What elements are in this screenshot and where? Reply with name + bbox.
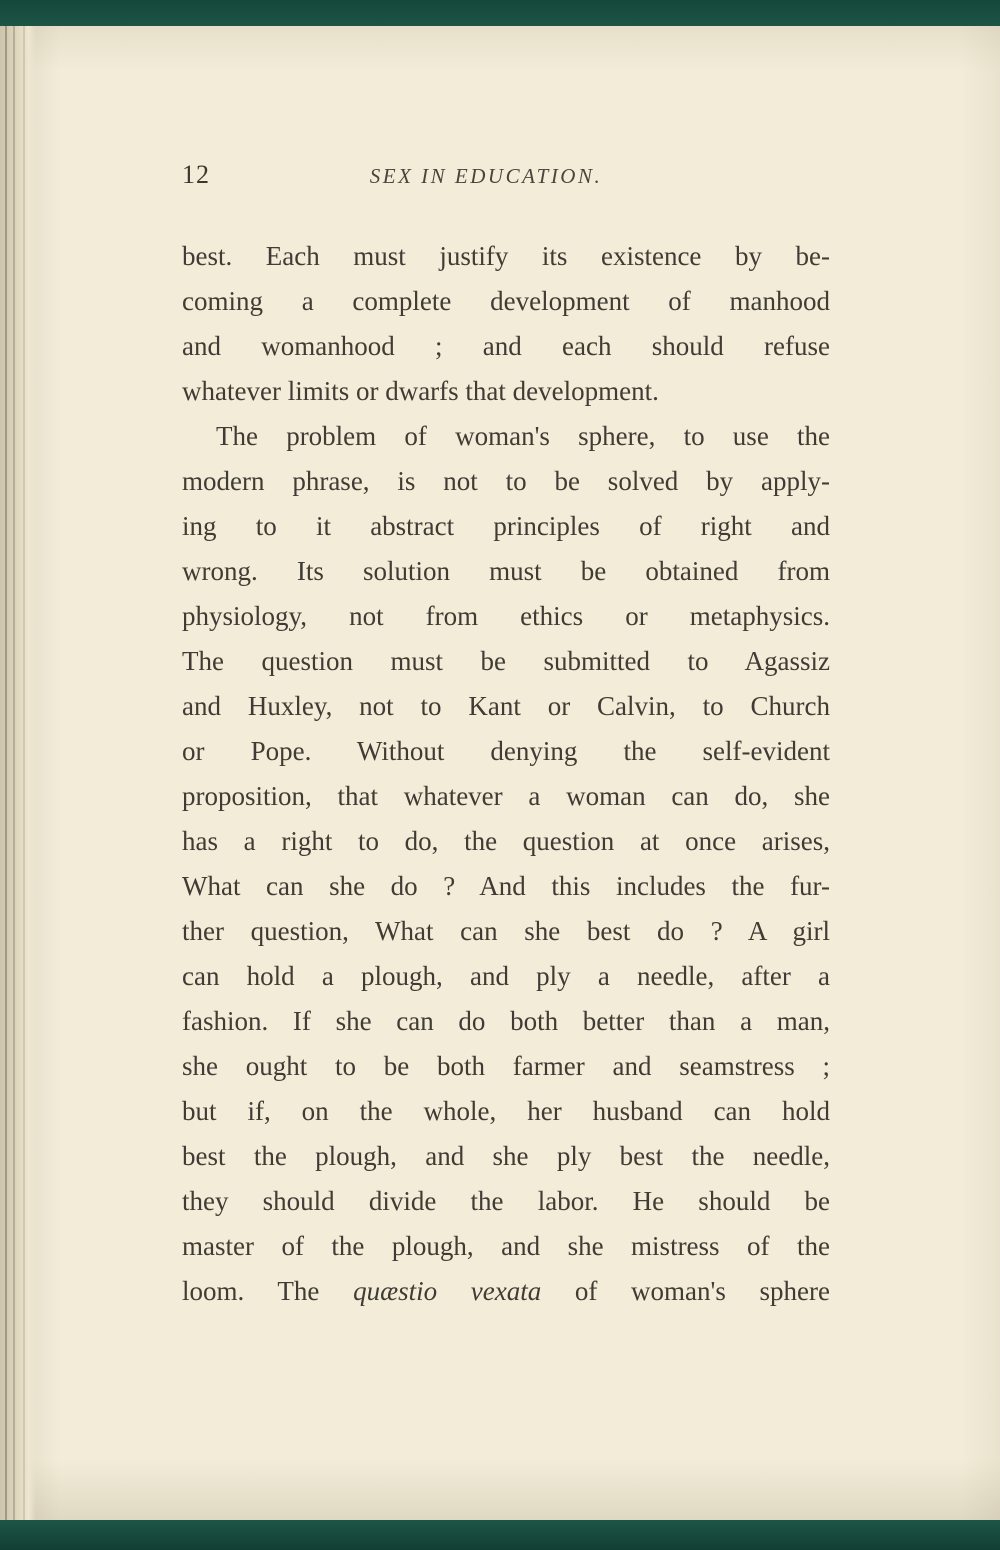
text-block <box>182 158 830 1314</box>
text-line <box>182 1044 830 1089</box>
paragraph <box>182 234 830 414</box>
text-line <box>182 1269 830 1314</box>
text-segment: ther question, What can she best do ? A girl <box>182 916 830 946</box>
text-segment: master of the plough, and she mistress of the <box>182 1231 830 1261</box>
book-cover-bottom-edge <box>0 1520 1000 1550</box>
text-line <box>182 459 830 504</box>
text-segment: modern phrase, is not to be solved by apply- <box>182 466 830 496</box>
page-header-row <box>182 158 830 200</box>
text-line <box>182 414 830 459</box>
text-line <box>182 1224 830 1269</box>
text-segment: wrong. Its solution must be obtained from <box>182 556 830 586</box>
text-segment: can hold a plough, and ply a needle, after a <box>182 961 830 991</box>
gutter-crease-line <box>5 26 7 1520</box>
page-gutter <box>0 26 36 1520</box>
text-segment: they should divide the labor. He should be <box>182 1186 830 1216</box>
text-segment: The problem of woman's sphere, to use the <box>216 421 830 451</box>
book-cover-top-edge <box>0 0 1000 26</box>
text-line <box>182 909 830 954</box>
text-line <box>182 279 830 324</box>
running-header: SEX IN EDUCATION. <box>369 164 603 188</box>
text-line <box>182 549 830 594</box>
gutter-crease-line <box>23 26 25 1520</box>
gutter-crease-line <box>13 26 15 1520</box>
text-line <box>182 999 830 1044</box>
text-segment: What can she do ? And this includes the fur- <box>182 871 830 901</box>
text-segment: best the plough, and she ply best the needle, <box>182 1141 830 1171</box>
text-line <box>182 639 830 684</box>
paragraph <box>182 414 830 1314</box>
text-line <box>182 1134 830 1179</box>
text-segment: has a right to do, the question at once arises, <box>182 826 830 856</box>
text-line <box>182 504 830 549</box>
text-line <box>182 774 830 819</box>
text-line <box>182 864 830 909</box>
text-line <box>182 324 830 369</box>
text-segment: coming a complete development of manhood <box>182 286 830 316</box>
text-segment: but if, on the whole, her husband can hold <box>182 1096 830 1126</box>
text-segment: of woman's sphere <box>541 1276 830 1306</box>
text-segment: best. Each must justify its existence by be- <box>182 241 830 271</box>
text-line <box>182 369 830 414</box>
text-line <box>182 594 830 639</box>
italic-text-segment: quæstio vexata <box>353 1276 542 1306</box>
text-segment: and womanhood ; and each should refuse <box>182 331 830 361</box>
text-line <box>182 234 830 279</box>
text-segment: ing to it abstract principles of right and <box>182 511 830 541</box>
text-segment: physiology, not from ethics or metaphysics. <box>182 601 830 631</box>
text-line <box>182 1179 830 1224</box>
text-line <box>182 954 830 999</box>
text-line <box>182 819 830 864</box>
text-segment: proposition, that whatever a woman can do, she <box>182 781 830 811</box>
text-segment: and Huxley, not to Kant or Calvin, to Church <box>182 691 830 721</box>
text-line <box>182 1089 830 1134</box>
text-segment: she ought to be both farmer and seamstress ; <box>182 1051 830 1081</box>
text-line <box>182 684 830 729</box>
text-segment: or Pope. Without denying the self-evident <box>182 736 830 766</box>
page-number: 12 <box>182 160 210 189</box>
text-segment: loom. The <box>182 1276 354 1306</box>
text-segment: The question must be submitted to Agassiz <box>182 646 830 676</box>
book-page <box>0 26 1000 1520</box>
body-text <box>182 234 830 1314</box>
text-line <box>182 729 830 774</box>
text-segment: whatever limits or dwarfs that development. <box>182 376 659 406</box>
text-segment: fashion. If she can do both better than a man, <box>182 1006 830 1036</box>
